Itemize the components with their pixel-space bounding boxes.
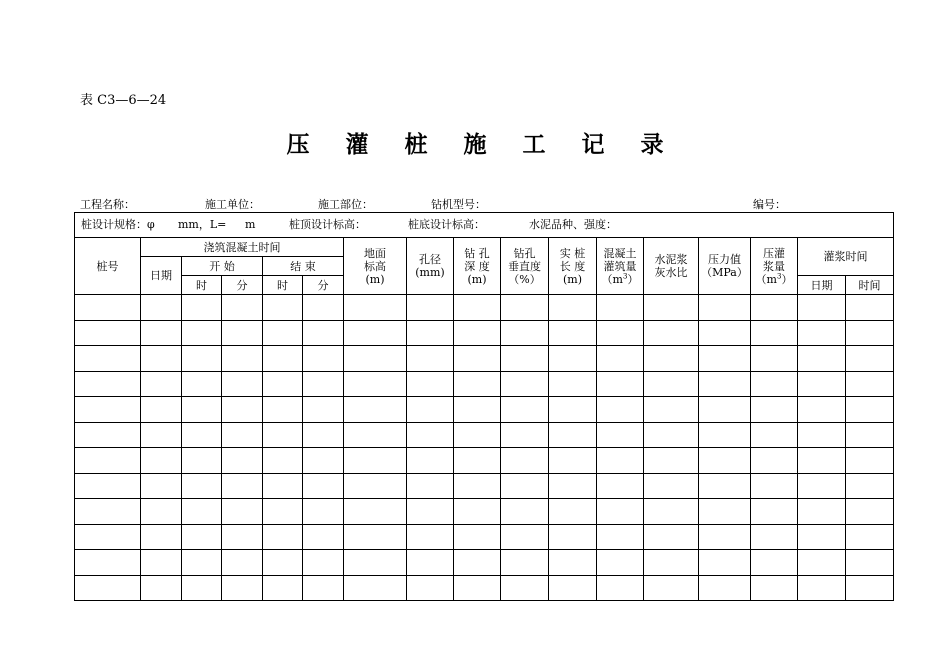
table-cell[interactable] [141, 295, 182, 321]
table-cell[interactable] [75, 422, 141, 448]
table-cell[interactable] [798, 397, 846, 423]
table-cell[interactable] [846, 448, 894, 474]
table-cell[interactable] [597, 371, 644, 397]
table-cell[interactable] [141, 550, 182, 576]
table-cell[interactable] [263, 371, 303, 397]
table-cell[interactable] [344, 295, 407, 321]
table-cell[interactable] [501, 499, 549, 525]
table-cell[interactable] [141, 473, 182, 499]
table-cell[interactable] [644, 524, 699, 550]
table-cell[interactable] [644, 397, 699, 423]
table-cell[interactable] [303, 448, 344, 474]
table-cell[interactable] [846, 499, 894, 525]
mm-label: mm，L= [178, 218, 227, 231]
table-cell[interactable] [644, 448, 699, 474]
table-row [75, 295, 894, 321]
table-cell[interactable] [501, 550, 549, 576]
table-cell[interactable] [846, 397, 894, 423]
table-cell[interactable] [263, 346, 303, 372]
page-title: 压 灌 桩 施 工 记 录 [286, 132, 678, 158]
table-cell[interactable] [75, 371, 141, 397]
table-cell[interactable] [798, 550, 846, 576]
table-cell[interactable] [798, 575, 846, 601]
table-cell[interactable] [549, 422, 597, 448]
table-cell[interactable] [182, 499, 222, 525]
table-cell[interactable] [407, 320, 454, 346]
table-cell[interactable] [407, 371, 454, 397]
table-cell[interactable] [846, 320, 894, 346]
table-cell[interactable] [501, 422, 549, 448]
table-cell[interactable] [501, 575, 549, 601]
table-cell[interactable] [182, 346, 222, 372]
table-cell[interactable] [846, 295, 894, 321]
table-cell[interactable] [644, 320, 699, 346]
table-cell[interactable] [644, 473, 699, 499]
table-cell[interactable] [222, 550, 263, 576]
table-cell[interactable] [751, 448, 798, 474]
table-cell[interactable] [303, 397, 344, 423]
table-cell[interactable] [751, 473, 798, 499]
table-cell[interactable] [75, 346, 141, 372]
table-cell[interactable] [846, 422, 894, 448]
table-cell[interactable] [407, 346, 454, 372]
table-row [75, 499, 894, 525]
table-cell[interactable] [798, 295, 846, 321]
table-cell[interactable] [699, 320, 751, 346]
header-grout-time: 灌浆时间 [798, 238, 894, 276]
header-start: 开 始 [182, 257, 263, 276]
top-elevation-label: 桩顶设计标高： [289, 218, 366, 231]
table-cell[interactable] [597, 422, 644, 448]
table-cell[interactable] [222, 473, 263, 499]
table-cell[interactable] [751, 550, 798, 576]
table-cell[interactable] [454, 473, 501, 499]
table-row [75, 371, 894, 397]
table-cell[interactable] [303, 524, 344, 550]
header-start-minute: 分 [222, 276, 263, 295]
table-cell[interactable] [549, 448, 597, 474]
table-cell[interactable] [846, 524, 894, 550]
table-cell[interactable] [699, 550, 751, 576]
table-cell[interactable] [501, 473, 549, 499]
table-cell[interactable] [846, 371, 894, 397]
table-cell[interactable] [644, 550, 699, 576]
header-pour-time: 浇筑混凝土时间 [141, 238, 344, 257]
table-cell[interactable] [407, 575, 454, 601]
table-cell[interactable] [798, 346, 846, 372]
construction-part-label: 施工部位： [318, 198, 373, 211]
header-end-hour: 时 [263, 276, 303, 295]
table-cell[interactable] [597, 550, 644, 576]
table-cell[interactable] [182, 524, 222, 550]
table-cell[interactable] [222, 371, 263, 397]
table-cell[interactable] [846, 346, 894, 372]
table-cell[interactable] [454, 575, 501, 601]
header-end: 结 束 [263, 257, 344, 276]
table-cell[interactable] [263, 575, 303, 601]
table-cell[interactable] [75, 448, 141, 474]
table-cell[interactable] [549, 397, 597, 423]
table-cell[interactable] [699, 473, 751, 499]
table-cell[interactable] [182, 448, 222, 474]
table-cell[interactable] [407, 422, 454, 448]
header-drill-depth: 钻 孔 深 度 (m) [454, 238, 501, 295]
table-cell[interactable] [501, 295, 549, 321]
table-cell[interactable] [303, 320, 344, 346]
table-cell[interactable] [751, 295, 798, 321]
table-cell[interactable] [303, 550, 344, 576]
header-verticality: 钻孔 垂直度 （%） [501, 238, 549, 295]
table-cell[interactable] [141, 448, 182, 474]
header-grout-date: 日期 [798, 276, 846, 295]
table-cell[interactable] [751, 397, 798, 423]
table-cell[interactable] [751, 422, 798, 448]
table-cell[interactable] [644, 295, 699, 321]
serial-no-label: 编号： [753, 198, 786, 211]
header-ground-elevation: 地面 标高 (m) [344, 238, 407, 295]
construction-record-table [74, 212, 894, 601]
table-row [75, 575, 894, 601]
table-cell[interactable] [222, 320, 263, 346]
table-cell[interactable] [182, 473, 222, 499]
table-cell[interactable] [182, 550, 222, 576]
construction-unit-label: 施工单位： [205, 198, 260, 211]
header-concrete-volume: 混凝土 灌筑量 $(m^3)$ [597, 238, 644, 295]
header-pour-date: 日期 [141, 257, 182, 295]
table-cell[interactable] [141, 422, 182, 448]
table-cell[interactable] [263, 295, 303, 321]
table-cell[interactable] [501, 346, 549, 372]
cement-type-label: 水泥品种、强度： [529, 218, 617, 231]
table-cell[interactable] [222, 499, 263, 525]
table-cell[interactable] [303, 473, 344, 499]
header-pressure: 压力值 （MPa） [699, 238, 751, 295]
table-row [75, 346, 894, 372]
table-cell[interactable] [141, 499, 182, 525]
table-cell[interactable] [454, 320, 501, 346]
table-cell[interactable] [549, 550, 597, 576]
table-cell[interactable] [501, 371, 549, 397]
table-cell[interactable] [263, 524, 303, 550]
table-row [75, 397, 894, 423]
table-cell[interactable] [222, 575, 263, 601]
table-cell[interactable] [75, 295, 141, 321]
table-cell[interactable] [549, 346, 597, 372]
table-cell[interactable] [344, 550, 407, 576]
table-cell[interactable] [644, 371, 699, 397]
table-row [75, 524, 894, 550]
table-cell[interactable] [597, 448, 644, 474]
table-cell[interactable] [846, 575, 894, 601]
header-grout-clock-time: 时间 [846, 276, 894, 295]
table-cell[interactable] [798, 473, 846, 499]
table-cell[interactable] [699, 524, 751, 550]
table-cell[interactable] [699, 371, 751, 397]
table-cell[interactable] [597, 397, 644, 423]
table-row [75, 473, 894, 499]
table-cell[interactable] [303, 499, 344, 525]
table-cell[interactable] [454, 448, 501, 474]
table-cell[interactable] [263, 320, 303, 346]
table-cell[interactable] [263, 422, 303, 448]
table-cell[interactable] [182, 320, 222, 346]
table-cell[interactable] [454, 524, 501, 550]
table-cell[interactable] [644, 346, 699, 372]
header-grout-volume: 压灌 浆量 $(m^3)$ [751, 238, 798, 295]
table-cell[interactable] [75, 524, 141, 550]
table-cell[interactable] [141, 371, 182, 397]
table-cell[interactable] [222, 524, 263, 550]
table-cell[interactable] [751, 524, 798, 550]
table-cell[interactable] [407, 448, 454, 474]
table-cell[interactable] [344, 499, 407, 525]
table-cell[interactable] [751, 499, 798, 525]
table-cell[interactable] [263, 397, 303, 423]
table-cell[interactable] [182, 575, 222, 601]
table-cell[interactable] [644, 575, 699, 601]
table-cell[interactable] [263, 550, 303, 576]
table-cell[interactable] [303, 422, 344, 448]
table-cell[interactable] [549, 473, 597, 499]
table-cell[interactable] [549, 371, 597, 397]
table-cell[interactable] [549, 499, 597, 525]
table-row [75, 448, 894, 474]
table-cell[interactable] [303, 371, 344, 397]
table-cell[interactable] [303, 295, 344, 321]
table-cell[interactable] [798, 448, 846, 474]
table-cell[interactable] [798, 422, 846, 448]
table-cell[interactable] [407, 295, 454, 321]
table-cell[interactable] [751, 346, 798, 372]
table-cell[interactable] [699, 295, 751, 321]
project-name-label: 工程名称： [80, 198, 135, 211]
table-cell[interactable] [344, 320, 407, 346]
table-cell[interactable] [344, 473, 407, 499]
design-spec-row [75, 213, 894, 238]
table-cell[interactable] [344, 575, 407, 601]
table-cell[interactable] [222, 422, 263, 448]
table-cell[interactable] [501, 320, 549, 346]
table-cell[interactable] [141, 320, 182, 346]
header-end-minute: 分 [303, 276, 344, 295]
table-cell[interactable] [344, 371, 407, 397]
table-cell[interactable] [501, 397, 549, 423]
table-cell[interactable] [644, 422, 699, 448]
table-cell[interactable] [597, 346, 644, 372]
table-cell[interactable] [597, 575, 644, 601]
table-cell[interactable] [699, 422, 751, 448]
table-cell[interactable] [454, 371, 501, 397]
table-cell[interactable] [182, 295, 222, 321]
table-cell[interactable] [798, 499, 846, 525]
table-cell[interactable] [597, 499, 644, 525]
table-cell[interactable] [222, 295, 263, 321]
table-row [75, 550, 894, 576]
table-cell[interactable] [75, 499, 141, 525]
header-hole-diameter: 孔径 (mm) [407, 238, 454, 295]
table-cell[interactable] [303, 346, 344, 372]
table-cell[interactable] [454, 346, 501, 372]
table-cell[interactable] [344, 397, 407, 423]
table-cell[interactable] [222, 346, 263, 372]
table-cell[interactable] [222, 448, 263, 474]
table-cell[interactable] [549, 320, 597, 346]
table-cell[interactable] [454, 550, 501, 576]
table-cell[interactable] [141, 575, 182, 601]
drill-model-label: 钻机型号： [431, 198, 486, 211]
table-cell[interactable] [75, 320, 141, 346]
table-cell[interactable] [303, 575, 344, 601]
table-cell[interactable] [263, 448, 303, 474]
table-cell[interactable] [597, 524, 644, 550]
table-cell[interactable] [798, 320, 846, 346]
table-cell[interactable] [407, 550, 454, 576]
table-cell[interactable] [454, 295, 501, 321]
table-cell[interactable] [344, 422, 407, 448]
table-cell[interactable] [699, 575, 751, 601]
table-cell[interactable] [699, 448, 751, 474]
pile-spec-label: 桩设计规格：φ [81, 218, 155, 231]
table-cell[interactable] [798, 524, 846, 550]
header-pile-length: 实 桩 长 度 (m) [549, 238, 597, 295]
table-cell[interactable] [846, 550, 894, 576]
table-cell[interactable] [699, 346, 751, 372]
table-cell[interactable] [549, 524, 597, 550]
table-cell[interactable] [454, 422, 501, 448]
table-cell[interactable] [407, 499, 454, 525]
table-cell[interactable] [407, 397, 454, 423]
table-cell[interactable] [454, 499, 501, 525]
table-cell[interactable] [699, 397, 751, 423]
table-cell[interactable] [597, 295, 644, 321]
table-cell[interactable] [597, 473, 644, 499]
table-cell[interactable] [75, 575, 141, 601]
table-cell[interactable] [846, 473, 894, 499]
table-cell[interactable] [182, 422, 222, 448]
table-cell[interactable] [407, 473, 454, 499]
table-cell[interactable] [549, 295, 597, 321]
table-cell[interactable] [75, 473, 141, 499]
table-cell[interactable] [644, 499, 699, 525]
table-cell[interactable] [407, 524, 454, 550]
table-cell[interactable] [344, 448, 407, 474]
bottom-elevation-label: 桩底设计标高： [408, 218, 485, 231]
header-start-hour: 时 [182, 276, 222, 295]
table-cell[interactable] [549, 575, 597, 601]
header-wc-ratio: 水泥浆 灰水比 [644, 238, 699, 295]
table-row [75, 422, 894, 448]
table-cell[interactable] [501, 448, 549, 474]
table-cell[interactable] [699, 499, 751, 525]
table-cell[interactable] [751, 320, 798, 346]
m-label: m [245, 218, 256, 231]
table-cell[interactable] [798, 371, 846, 397]
table-cell[interactable] [344, 524, 407, 550]
table-cell[interactable] [141, 397, 182, 423]
table-cell[interactable] [222, 397, 263, 423]
table-cell[interactable] [344, 346, 407, 372]
table-cell[interactable] [501, 524, 549, 550]
table-cell[interactable] [454, 397, 501, 423]
table-cell[interactable] [751, 575, 798, 601]
table-cell[interactable] [141, 524, 182, 550]
table-cell[interactable] [597, 320, 644, 346]
form-number: 表 C3—6—24 [80, 93, 167, 108]
table-cell[interactable] [75, 397, 141, 423]
table-cell[interactable] [263, 499, 303, 525]
header-pile-no: 桩号 [75, 238, 141, 295]
table-cell[interactable] [263, 473, 303, 499]
table-cell[interactable] [182, 371, 222, 397]
table-cell[interactable] [182, 397, 222, 423]
table-cell[interactable] [751, 371, 798, 397]
table-cell[interactable] [141, 346, 182, 372]
table-cell[interactable] [75, 550, 141, 576]
table-row [75, 320, 894, 346]
